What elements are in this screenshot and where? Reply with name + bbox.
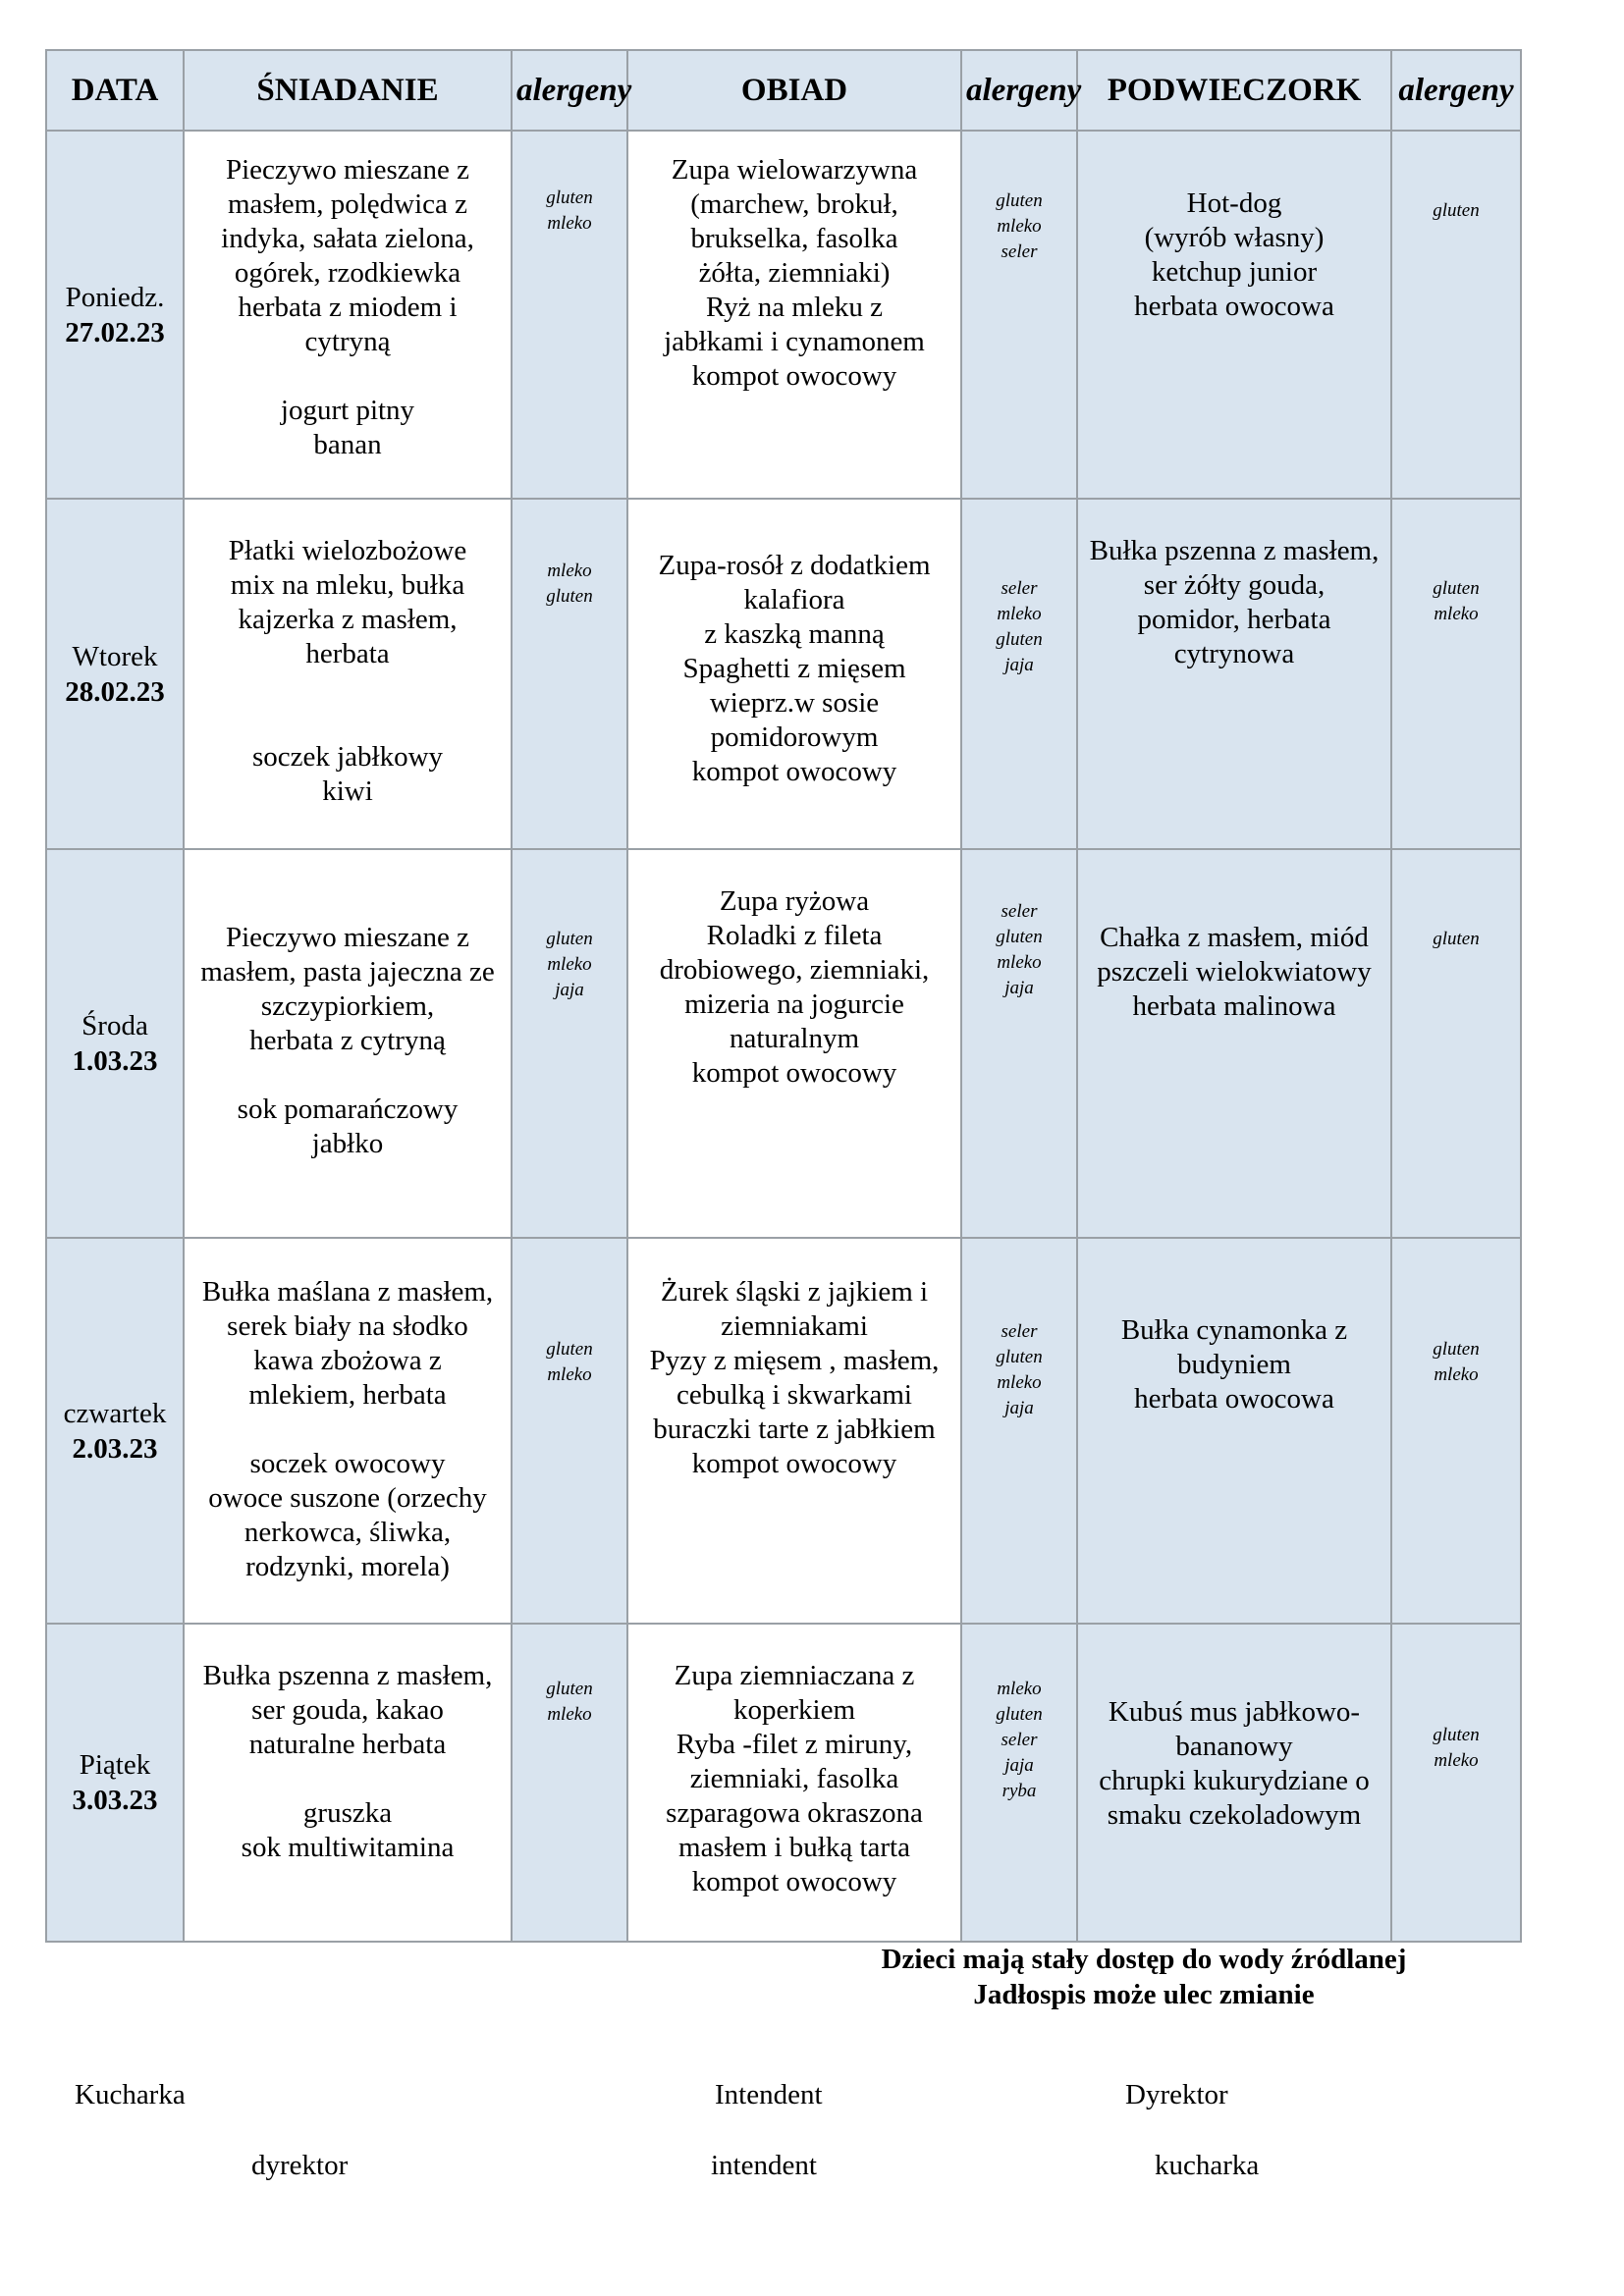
menu-line: naturalnym	[729, 1023, 860, 1054]
blank-line	[189, 1413, 507, 1447]
menu-line: Płatki wielozbożowe	[228, 535, 467, 566]
allergen-item: gluten	[996, 927, 1043, 947]
allergen-item: mleko	[547, 561, 592, 581]
menu-line: masłem, pasta jajeczna ze	[200, 956, 495, 988]
allergen-item: jaja	[1004, 1755, 1034, 1776]
menu-line: herbata malinowa	[1132, 990, 1336, 1022]
menu-line: Zupa ziemniaczana z	[674, 1660, 915, 1691]
blank-line	[189, 706, 507, 740]
allergen-item: gluten	[546, 1339, 593, 1360]
menu-line: pomidorowym	[710, 721, 879, 753]
lunch-cell	[627, 1238, 961, 1624]
menu-line: naturalne herbata	[248, 1729, 447, 1760]
lunch-cell	[627, 131, 961, 499]
menu-line: Pyzy z mięsem , masłem,	[649, 1345, 940, 1376]
blank-line	[189, 1058, 507, 1093]
allergen-item: gluten	[546, 187, 593, 208]
menu-line: cytrynowa	[1173, 638, 1295, 669]
snack-allergens-cell	[1391, 1624, 1521, 1942]
snack-allergens-cell	[1391, 499, 1521, 849]
menu-line: jabłkami i cynamonem	[664, 326, 925, 357]
breakfast-allergens-cell	[512, 1238, 627, 1624]
blank-line	[189, 671, 507, 706]
director-signature: dyrektor	[251, 2150, 349, 2181]
day-cell	[46, 131, 184, 499]
lunch-allergens-cell	[961, 131, 1077, 499]
menu-line: ser żółty gouda,	[1143, 569, 1326, 601]
menu-line: owoce suszone (orzechy	[208, 1482, 487, 1514]
header-breakfast-allergens: alergeny	[512, 50, 627, 131]
allergen-item: mleko	[547, 954, 592, 975]
menu-line: cebulką i skwarkami	[677, 1379, 912, 1411]
quartermaster-signature: intendent	[711, 2150, 817, 2181]
menu-body	[46, 131, 1521, 1942]
menu-line: nerkowca, śliwka,	[244, 1517, 452, 1548]
menu-line: sok pomarańczowy	[237, 1094, 459, 1125]
menu-line: Żurek śląski z jajkiem i	[660, 1276, 929, 1308]
menu-line: ogórek, rzodkiewka	[234, 257, 461, 289]
allergen-item: mleko	[997, 952, 1042, 973]
snack-cell	[1077, 849, 1391, 1238]
breakfast-allergens-cell	[512, 131, 627, 499]
allergen-item: gluten	[1433, 1725, 1480, 1745]
menu-line: ketchup junior	[1151, 256, 1318, 288]
menu-line: Ryż na mleku z	[705, 292, 884, 323]
menu-table	[45, 49, 1522, 1943]
allergen-item: seler	[1001, 901, 1038, 922]
menu-line: szparagowa okraszona	[666, 1797, 923, 1829]
blank-line	[189, 359, 507, 394]
menu-line: masłem, polędwica z	[228, 188, 467, 220]
allergen-item: mleko	[547, 1704, 592, 1725]
allergen-item: mleko	[1434, 1750, 1479, 1771]
header-breakfast: ŚNIADANIE	[184, 50, 512, 131]
allergen-item: jaja	[1004, 655, 1034, 675]
allergen-item: gluten	[996, 1704, 1043, 1725]
allergen-item: seler	[1001, 241, 1038, 262]
header-row	[46, 50, 1521, 131]
menu-line: kompot owocowy	[691, 1448, 897, 1479]
menu-line: soczek owocowy	[249, 1448, 446, 1479]
breakfast-cell	[184, 849, 512, 1238]
menu-line: kawa zbożowa z	[253, 1345, 442, 1376]
menu-line: ziemniakami	[721, 1310, 868, 1342]
menu-line: rodzynki, morela)	[245, 1551, 450, 1582]
menu-line: żółta, ziemniaki)	[698, 257, 891, 289]
menu-line: Bułka pszenna z masłem,	[202, 1660, 493, 1691]
allergen-item: gluten	[996, 190, 1043, 211]
day-date: 28.02.23	[65, 675, 165, 708]
snack-allergens-cell	[1391, 849, 1521, 1238]
menu-line: Bułka maślana z masłem,	[201, 1276, 494, 1308]
menu-line: mix na mleku, bułka	[230, 569, 465, 601]
day-cell	[46, 1624, 184, 1942]
menu-line: Bułka cynamonka z	[1120, 1314, 1348, 1346]
day-row	[46, 1624, 1521, 1942]
snack-allergens-cell	[1391, 1238, 1521, 1624]
menu-line: herbata	[305, 638, 390, 669]
menu-line: mlekiem, herbata	[248, 1379, 447, 1411]
allergen-item: mleko	[997, 1679, 1042, 1699]
breakfast-cell	[184, 1624, 512, 1942]
menu-line: bananowy	[1175, 1731, 1293, 1762]
menu-line: wieprz.w sosie	[709, 687, 880, 719]
allergen-item: gluten	[1433, 578, 1480, 599]
allergen-item: mleko	[997, 604, 1042, 624]
allergen-item: mleko	[1434, 604, 1479, 624]
header-lunch: OBIAD	[627, 50, 961, 131]
allergen-item: mleko	[997, 216, 1042, 237]
menu-line: Ryba -filet z miruny,	[676, 1729, 913, 1760]
menu-line: chrupki kukurydziane o	[1099, 1765, 1370, 1796]
day-row	[46, 499, 1521, 849]
quartermaster-title: Intendent	[715, 2079, 823, 2110]
menu-line: Zupa ryżowa	[719, 885, 870, 917]
day-date: 27.02.23	[65, 316, 165, 348]
menu-line: Bułka pszenna z masłem,	[1089, 535, 1380, 566]
menu-line: brukselka, fasolka	[690, 223, 898, 254]
allergen-item: ryba	[1001, 1781, 1037, 1801]
snack-cell	[1077, 1238, 1391, 1624]
breakfast-allergens-cell	[512, 849, 627, 1238]
menu-line: masłem i bułką tarta	[678, 1832, 910, 1863]
day-cell	[46, 499, 184, 849]
allergen-item: mleko	[1434, 1364, 1479, 1385]
breakfast-allergens-cell	[512, 1624, 627, 1942]
menu-line: kajzerka z masłem,	[238, 604, 458, 635]
menu-line: Roladki z fileta	[706, 920, 883, 951]
allergen-item: gluten	[996, 1347, 1043, 1367]
day-row	[46, 131, 1521, 499]
day-date: 1.03.23	[72, 1045, 158, 1077]
allergen-item: seler	[1001, 1321, 1038, 1342]
allergen-item: gluten	[1433, 200, 1480, 221]
breakfast-cell	[184, 1238, 512, 1624]
menu-line: kompot owocowy	[691, 756, 897, 787]
menu-line: kompot owocowy	[691, 1866, 897, 1897]
snack-cell	[1077, 1624, 1391, 1942]
menu-line: herbata owocowa	[1134, 1383, 1334, 1415]
menu-line: z kaszką manną	[704, 618, 885, 650]
menu-line: kompot owocowy	[691, 360, 897, 392]
header-date: DATA	[46, 50, 184, 131]
lunch-cell	[627, 1624, 961, 1942]
menu-line: Kubuś mus jabłkowo-	[1108, 1696, 1361, 1728]
menu-line: Chałka z masłem, miód	[1100, 922, 1369, 953]
day-row	[46, 849, 1521, 1238]
menu-line: pszczeli wielokwiatowy	[1097, 956, 1372, 988]
header-snack-allergens: alergeny	[1391, 50, 1521, 131]
allergen-item: jaja	[1004, 978, 1034, 998]
menu-line: indyka, sałata zielona,	[221, 223, 474, 254]
menu-line: cytryną	[304, 326, 391, 357]
menu-line: (wyrób własny)	[1144, 222, 1325, 253]
menu-line: buraczki tarte z jabłkiem	[653, 1414, 936, 1445]
menu-line: herbata owocowa	[1134, 291, 1334, 322]
lunch-cell	[627, 499, 961, 849]
menu-line: Pieczywo mieszane z	[225, 922, 469, 953]
allergen-item: jaja	[1004, 1398, 1034, 1418]
menu-line: smaku czekoladowym	[1107, 1799, 1362, 1831]
menu-line: Hot-dog	[1186, 187, 1282, 219]
menu-line: drobiowego, ziemniaki,	[659, 954, 930, 986]
breakfast-allergens-cell	[512, 499, 627, 849]
menu-line: (marchew, brokuł,	[690, 188, 898, 220]
day-name: Piątek	[79, 1749, 151, 1781]
day-name: Środa	[81, 1010, 148, 1041]
snack-cell	[1077, 499, 1391, 849]
day-cell	[46, 1238, 184, 1624]
day-name: czwartek	[63, 1397, 167, 1429]
day-name: Poniedz.	[65, 281, 165, 313]
allergen-item: gluten	[546, 929, 593, 949]
change-note: Jadłospis może ulec zmianie	[973, 1979, 1315, 2010]
allergen-item: jaja	[555, 980, 584, 1000]
lunch-allergens-cell	[961, 1238, 1077, 1624]
menu-line: koperkiem	[732, 1694, 855, 1726]
menu-line: szczypiorkiem,	[260, 990, 435, 1022]
header-lunch-allergens: alergeny	[961, 50, 1077, 131]
menu-line: serek biały na słodko	[227, 1310, 468, 1342]
menu-line: Zupa wielowarzywna	[671, 154, 918, 186]
water-note: Dzieci mają stały dostęp do wody źródlanej	[881, 1944, 1407, 1975]
menu-line: herbata z cytryną	[249, 1025, 446, 1056]
allergen-item: seler	[1001, 1730, 1038, 1750]
allergen-item: gluten	[1433, 1339, 1480, 1360]
menu-line: sok multiwitamina	[241, 1832, 455, 1863]
menu-line: herbata z miodem i	[238, 292, 458, 323]
allergen-item: gluten	[1433, 929, 1480, 949]
menu-line: kiwi	[322, 775, 373, 807]
allergen-item: gluten	[546, 586, 593, 607]
snack-allergens-cell	[1391, 131, 1521, 499]
menu-line: gruszka	[302, 1797, 393, 1829]
menu-line: Spaghetti z mięsem	[682, 653, 906, 684]
allergen-item: mleko	[547, 213, 592, 234]
allergen-item: mleko	[997, 1372, 1042, 1393]
day-date: 2.03.23	[72, 1432, 158, 1465]
menu-line: ser gouda, kakao	[251, 1694, 444, 1726]
header-snack: PODWIECZORK	[1077, 50, 1391, 131]
lunch-allergens-cell	[961, 849, 1077, 1238]
allergen-item: seler	[1001, 578, 1038, 599]
menu-line: pomidor, herbata	[1137, 604, 1331, 635]
menu-line: jogurt pitny	[280, 395, 415, 426]
menu-line: kalafiora	[743, 584, 845, 615]
breakfast-cell	[184, 131, 512, 499]
menu-line: Zupa-rosół z dodatkiem	[658, 550, 931, 581]
allergen-item: gluten	[996, 629, 1043, 650]
menu-line: mizeria na jogurcie	[684, 988, 904, 1020]
breakfast-cell	[184, 499, 512, 849]
footer-notes	[727, 1942, 1561, 2012]
day-date: 3.03.23	[72, 1785, 158, 1816]
lunch-cell	[627, 849, 961, 1238]
menu-line: kompot owocowy	[691, 1057, 897, 1089]
menu-line: ziemniaki, fasolka	[689, 1763, 899, 1794]
menu-line: Pieczywo mieszane z	[225, 154, 469, 186]
menu-line: jabłko	[311, 1128, 384, 1159]
allergen-item: mleko	[547, 1364, 592, 1385]
director-title: Dyrektor	[1125, 2079, 1228, 2110]
day-cell	[46, 849, 184, 1238]
snack-cell	[1077, 131, 1391, 499]
cook-signature: kucharka	[1155, 2150, 1260, 2181]
lunch-allergens-cell	[961, 1624, 1077, 1942]
menu-line: soczek jabłkowy	[251, 741, 444, 773]
cook-title: Kucharka	[75, 2079, 186, 2110]
menu-line: budyniem	[1177, 1349, 1291, 1380]
menu-line: banan	[313, 429, 382, 460]
day-row	[46, 1238, 1521, 1624]
allergen-item: gluten	[546, 1679, 593, 1699]
lunch-allergens-cell	[961, 499, 1077, 849]
blank-line	[189, 1762, 507, 1796]
day-name: Wtorek	[72, 640, 158, 672]
